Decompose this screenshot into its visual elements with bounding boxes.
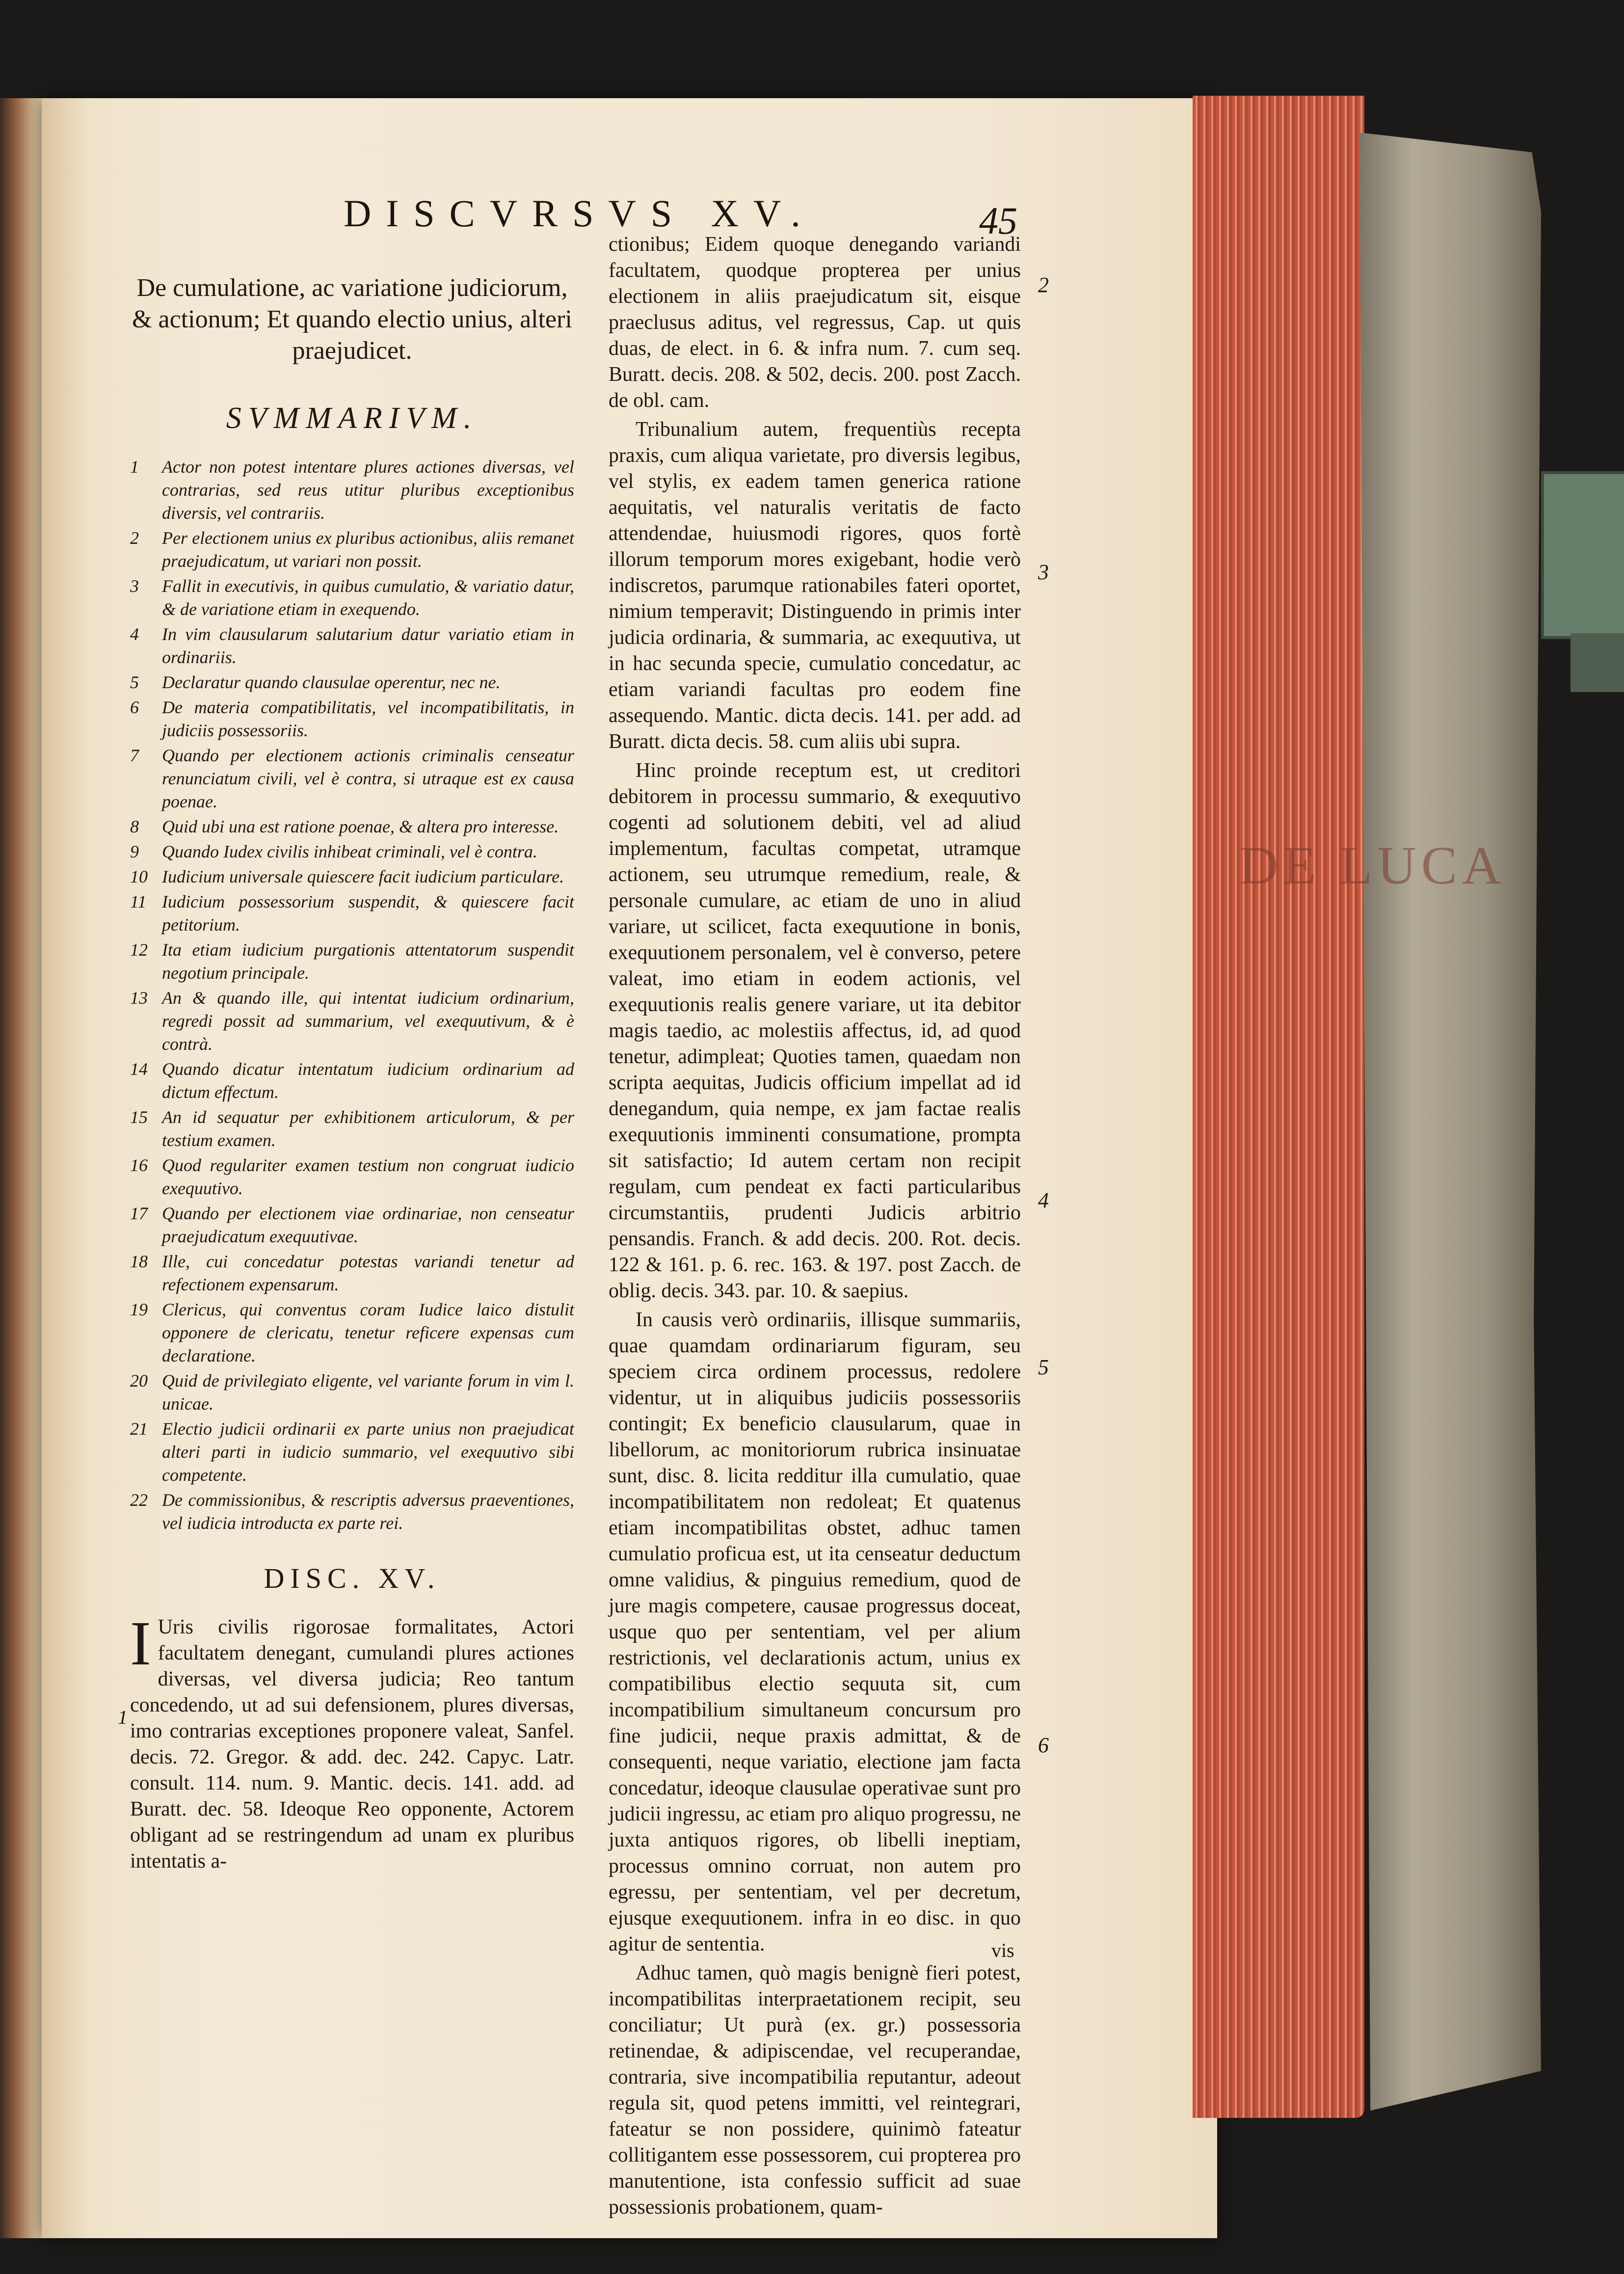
left-paragraph-text: Uris civilis rigorosae formalitates, Actori facultatem denegant, cumulandi plures actiones diversas, vel diversa judicia; Reo tantum concedendo, ut ad sui defensionem, plures diversas, imo contrarias exceptiones proponere valeat, Sanfel. decis. 72. Gregor. & add. dec. 242. Capyc. Latr. consult. 114. num. 9. Mantic. decis. 141. add. ad Buratt. dec. 58. Ideoque Reo opponente, Actorem obligant ad se restringendum ad unam ex pluribus intentatis a- [130, 1616, 574, 1873]
summarium-item-text: Actor non potest intentare plures actiones diversas, vel contrarias, sed reus utitur pluribus exceptionibus diversis, vel contrariis. [162, 457, 574, 523]
drop-cap: I [130, 1608, 151, 1678]
running-title: DISCVRSVS XV. [344, 192, 815, 235]
summarium-item-text: Electio judicii ordinarii ex parte unius non praejudicat alteri parti in iudicio summario, vel exequutivo sibi competente. [162, 1419, 574, 1485]
summarium-item-text: Fallit in executivis, in quibus cumulatio, & variatio datur, & de variatione etiam in exequendo. [162, 576, 574, 619]
summarium-item-number: 21 [130, 1419, 148, 1439]
summarium-item-text: Per electionem unius ex pluribus actionibus, aliis remanet praejudicatum, ut variari non possit. [162, 528, 574, 571]
summarium-item-text: Clericus, qui conventus coram Iudice laico distulit opponere de clericatu, tenetur reficere expensas cum declaratione. [162, 1300, 574, 1365]
summarium-item-number: 1 [130, 457, 139, 477]
margin-number: 6 [1038, 1733, 1049, 1757]
summarium-item-number: 9 [130, 842, 139, 861]
clasp-lower [1571, 633, 1624, 692]
body-paragraph: Adhuc tamen, quò magis benignè fieri potest, incompatibilitas interpraetationem recipit, seu conciliatur; Ut purà (ex. gr.) possessoria retinendae, & adipiscendae, vel recuperandae, contraria, sive incompatibilia reputantur, adeout regula sit, quod petens immitti, vel reintegrari, fateatur se non possidere, quinimò fateatur collitigantem esse possessorem, cui propterea pro manutentione, ista confessio sufficit ad suae possessionis probationem, quam- [609, 1962, 1021, 2219]
summarium-item-text: Iudicium universale quiescere facit iudicium particulare. [162, 867, 564, 886]
summarium-item-text: De materia compatibilitatis, vel incompatibilitatis, in judiciis possessoriis. [162, 697, 574, 740]
summarium-item-text: Iudicium possessorium suspendit, & quiescere facit petitorium. [162, 892, 574, 935]
margin-number: 4 [1038, 1188, 1049, 1212]
summarium-item [130, 1369, 574, 1416]
right-column [609, 232, 1021, 2223]
summarium-item [130, 1489, 574, 1535]
summarium-item-number: 6 [130, 697, 139, 717]
summarium-item-number: 5 [130, 672, 139, 692]
book-cover [1359, 133, 1541, 2111]
cover-title: DE LUCA [1239, 835, 1506, 895]
summarium-item [130, 865, 574, 888]
summarium-item-text: Quando per electionem viae ordinariae, non censeatur praejudicatum exequutivae. [162, 1204, 574, 1246]
disc-heading: DISC. XV. [264, 1562, 441, 1594]
summarium-item [130, 1418, 574, 1487]
summarium-item [130, 744, 574, 813]
summarium-heading: SVMMARIVM. [226, 401, 479, 435]
summarium-item-text: Quid de privilegiato eligente, vel variante forum in vim l. unicae. [162, 1371, 574, 1414]
summarium-item [130, 840, 574, 863]
summarium-item-text: An id sequatur per exhibitionem articulorum, & per testium examen. [162, 1107, 574, 1150]
summarium-item-number: 8 [130, 817, 139, 836]
summarium-item-number: 13 [130, 988, 148, 1008]
summarium-item [130, 1154, 574, 1200]
summarium-item-number: 10 [130, 867, 148, 886]
summarium-item-number: 2 [130, 528, 139, 548]
section-title: De cumulatione, ac variatione judiciorum, & actionum; Et quando electio unius, alteri praejudicet. [132, 274, 572, 365]
summarium-item [130, 815, 574, 838]
summarium-item [130, 527, 574, 573]
summarium-item [130, 623, 574, 669]
summarium-item [130, 938, 574, 985]
margin-number: 5 [1038, 1355, 1049, 1379]
summarium-item [130, 1250, 574, 1296]
summarium-item [130, 575, 574, 621]
margin-number: 2 [1038, 273, 1049, 297]
summarium-item [130, 1058, 574, 1104]
summarium-item-text: Quando Iudex civilis inhibeat criminali, vel è contra. [162, 842, 537, 861]
summarium-item [130, 1106, 574, 1152]
summarium-item-text: Quando per electionem actionis criminalis censeatur renunciatum civili, vel è contra, si utraque est ex causa poenae. [162, 746, 574, 811]
body-paragraph: In causis verò ordinariis, illisque summariis, quae quamdam ordinariarum figuram, seu speciem circa ordinem processus, redolere videntur, ut in aliquibus judiciis possessoriis contingit; Ex beneficio clausularum, quae in libellorum, ac monitoriorum rubrica insinuatae sunt, disc. 8. licita redditur illa cumulatio, quae incompatibilitatem non redoleat; Et quatenus etiam incompatibilitas obstet, adhuc tamen cumulatio proficua est, ut ita censeatur deductum omne validius, & pinguius remedium, quod de jure magis competere, causae progressus doceat, usque quo per sententiam, vel per alium restrictionis, vel declarationis actum, unius ex compatibilibus electio sequuta sit, cum incompatibilium simultaneum concursum pro fine judicii, neque praxis admittat, & de consequenti, neque variatio, electione jam facta concedatur, ideoque clausulae operativae sunt pro judicii ingressu, ac etiam pro aliquo progressu, ne juxta antiquos rigores, ob libelli ineptiam, processus omnino corruat, non autem pro egressu, per sententiam, vel per decretum, ejusque exequutionem. infra in eo disc. in quo agitur de sententia. [609, 1309, 1021, 1955]
summarium-item [130, 455, 574, 525]
summarium-item-text: Quando dicatur intentatum iudicium ordinarium ad dictum effectum. [162, 1059, 574, 1102]
summarium-item-number: 19 [130, 1300, 148, 1319]
summarium-item [130, 696, 574, 742]
summarium-item-number: 4 [130, 624, 139, 644]
margin-number: 3 [1038, 560, 1049, 584]
margin-number: 1 [118, 1706, 128, 1728]
summarium-item-number: 16 [130, 1155, 148, 1175]
summarium-item-text: Quod regulariter examen testium non congruat iudicio exequutivo. [162, 1155, 574, 1198]
body-paragraph: Hinc proinde receptum est, ut creditori debitorem in processu summario, & exequutivo cogenti ad solutionem debiti, vel ad aliud implementum, facultas competat, utramque actionem, seu utrumque remedium, reale, & personale cumulare, ac etiam de uno in aliud variare, ut scilicet, facta exequutione in bonis, exequutionem personalem, vel è converso, petere valeat, imo etiam in eodem actionis, vel exequutionis realis genere variare, ut ita debitor magis taedio, ac molestiis affectus, id, ad quod tenetur, adimpleat; Quoties tamen, quaedam non scripta aequitas, Judicis officium impellat ad id denegandum, quia nempe, ex jam factae realis exequutionis imminenti consumatione, prompta sit satisfactio; Id autem certam non recipit regulam, cum pendeat ex facti particularibus circumstantiis, prudenti Judicis arbitrio pensandis. Franch. & add decis. 200. Rot. decis. 122 & 161. p. 6. rec. 163. & 197. post Zacch. de oblig. decis. 343. par. 10. & saepius. [609, 759, 1021, 1302]
summarium-item [130, 1202, 574, 1248]
page-edges [1193, 96, 1364, 2118]
summarium-item-number: 18 [130, 1252, 148, 1271]
summarium-item-text: In vim clausularum salutarium datur variatio etiam in ordinariis. [162, 624, 574, 667]
summarium-item-text: De commissionibus, & rescriptis adversus praeventiones, vel iudicia introducta ex parte rei. [162, 1490, 574, 1533]
summarium-item-number: 17 [130, 1204, 148, 1223]
summarium-item-number: 15 [130, 1107, 148, 1127]
summarium-item-number: 12 [130, 940, 148, 960]
summarium-item-number: 3 [130, 576, 139, 596]
body-paragraph: ctionibus; Eidem quoque denegando variandi facultatem, quodque propterea per unius electionem in aliis praejudicatum sit, eisque praeclusus aditus, vel regressus, Cap. ut quis duas, de elect. in 6. & infra num. 7. cum seq. Buratt. decis. 208. & 502, decis. 200. post Zacch. de obl. cam. [609, 233, 1021, 412]
summarium-item [130, 1298, 574, 1367]
summarium-item [130, 987, 574, 1056]
summarium-item-number: 7 [130, 746, 139, 765]
summarium-list [130, 455, 574, 1535]
summarium-item-text: An & quando ille, qui intentat iudicium ordinarium, regredi possit ad summarium, vel exequutivum, & è contrà. [162, 988, 574, 1054]
summarium-item-number: 20 [130, 1371, 148, 1391]
catchword: vis [991, 1939, 1014, 1961]
summarium-item-number: 14 [130, 1059, 148, 1079]
body-paragraph: Tribunalium autem, frequentiùs recepta praxis, cum aliqua varietate, pro diversis legibus, vel stylis, ex eadem tamen generica ratione aequitatis, vel naturalis veritatis de facto attendendae, huiusmodi rigores, quos fortè illorum temporum mores exigebant, hodie verò indiscretos, parumque rationabiles fateri oportet, nimium temperavit; Distinguendo in primis inter judicia ordinaria, & summaria, ac exequutiva, ut in hac secunda specie, cumulatio concedatur, ac etiam variandi facultas pro eodem fine assequendo. Mantic. dicta decis. 141. per add. ad Buratt. dicta decis. 58. cum aliis ubi supra. [609, 418, 1021, 753]
summarium-item-text: Ille, cui concedatur potestas variandi tenetur ad refectionem expensarum. [162, 1252, 574, 1294]
summarium-item-number: 11 [130, 892, 147, 911]
summarium-item [130, 671, 574, 694]
left-paragraph [130, 1608, 574, 1874]
summarium-item [130, 890, 574, 936]
summarium-item-text: Ita etiam iudicium purgationis attentatorum suspendit negotium principale. [162, 940, 574, 983]
book-gutter-left [0, 98, 42, 2238]
page-number: 45 [979, 199, 1017, 242]
summarium-item-number: 22 [130, 1490, 148, 1510]
summarium-item-text: Quid ubi una est ratione poenae, & altera pro interesse. [162, 817, 559, 836]
clasp [1541, 471, 1624, 639]
left-column [130, 272, 574, 1877]
summarium-item-text: Declaratur quando clausulae operentur, nec ne. [162, 672, 501, 692]
